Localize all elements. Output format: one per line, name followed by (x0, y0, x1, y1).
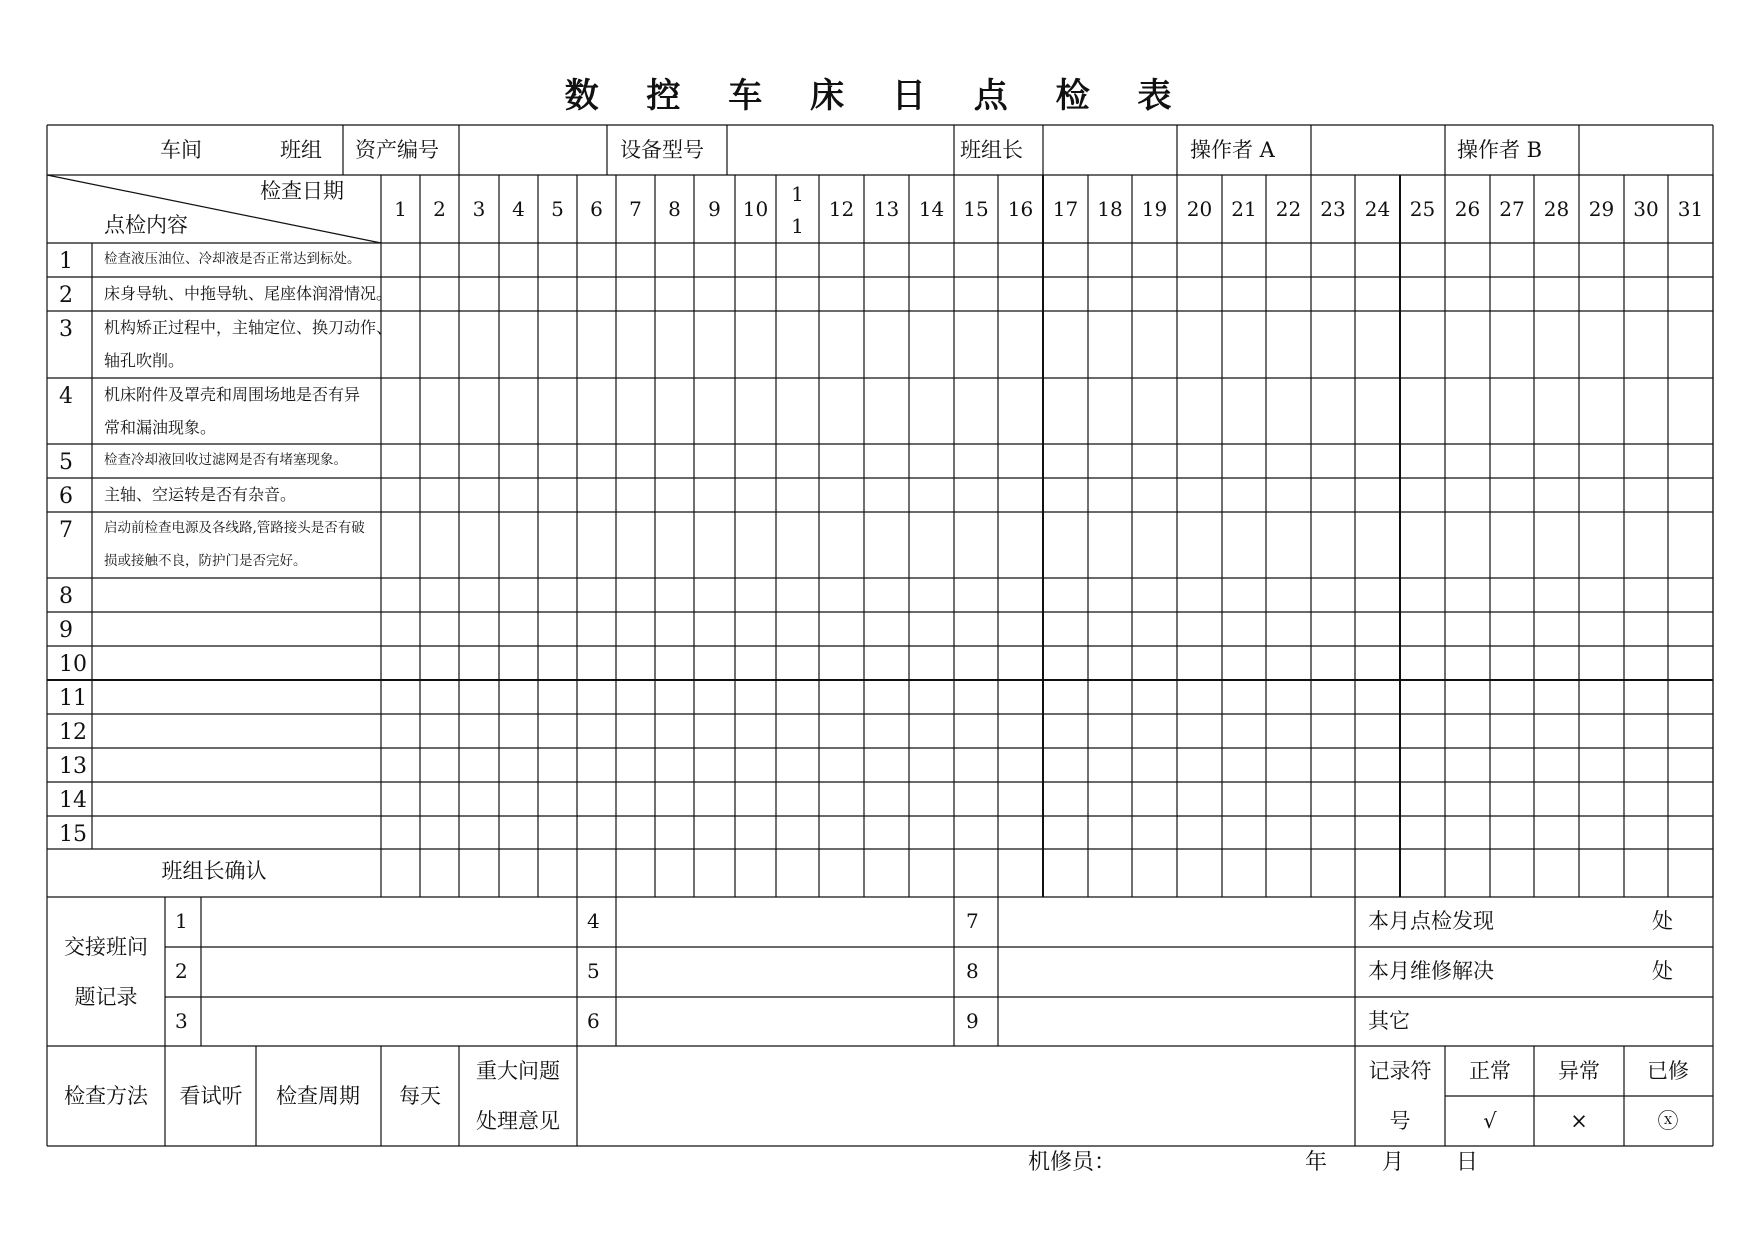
day-number: 24 (1364, 197, 1391, 221)
repaired-label: 已修 (1647, 1059, 1689, 1083)
day-number: 10 (742, 197, 769, 221)
day-number: 16 (1007, 197, 1034, 221)
day-number: 18 (1097, 197, 1123, 221)
item-number: 10 (59, 652, 87, 677)
handover-number: 9 (966, 1009, 979, 1033)
group-leader-label: 班组长 (960, 138, 1023, 162)
day-number: 13 (873, 197, 900, 221)
day-number: 28 (1543, 197, 1570, 221)
record-symbol-label-second-line: 号 (1389, 1109, 1411, 1133)
check-period-label: 检查周期 (276, 1084, 360, 1108)
day-number: 22 (1275, 197, 1302, 221)
day-number: 7 (629, 197, 642, 221)
day-number: 29 (1588, 197, 1615, 221)
item-number: 1 (59, 249, 73, 274)
day-number: 8 (668, 197, 681, 221)
item-content: 启动前检查电源及各线路,管路接头是否有破 (104, 520, 365, 536)
abnormal-symbol: × (1570, 1109, 1588, 1133)
model-label: 设备型号 (620, 138, 704, 162)
item-content: 主轴、空运转是否有杂音。 (104, 485, 297, 504)
day-number: 23 (1320, 197, 1346, 221)
day-number: 4 (512, 197, 525, 221)
handover-number: 3 (175, 1009, 188, 1033)
handover-number: 1 (175, 909, 188, 933)
handover-number: 8 (966, 959, 979, 983)
day-number: 20 (1186, 197, 1213, 221)
handover-number: 6 (587, 1009, 600, 1033)
monthly-found-label: 本月点检发现 (1368, 909, 1494, 933)
operator-b-label: 操作者 B (1457, 138, 1543, 162)
item-content: 轴孔吹削。 (104, 351, 185, 370)
day-label: 日 (1456, 1150, 1479, 1175)
item-number: 12 (59, 720, 87, 745)
day-number: 25 (1409, 197, 1436, 221)
item-number: 14 (59, 788, 87, 813)
day-number: 3 (472, 197, 486, 221)
item-content: 检查液压油位、冷却液是否正常达到标处。 (104, 251, 361, 267)
handover-number: 2 (175, 959, 188, 983)
day-number: 1 (394, 197, 407, 221)
item-number: 15 (59, 822, 87, 847)
other-label: 其它 (1368, 1009, 1410, 1033)
day-number: 15 (963, 197, 989, 221)
item-number: 8 (59, 584, 73, 609)
day-number: 19 (1141, 197, 1168, 221)
item-number: 6 (59, 484, 73, 509)
item-number: 9 (59, 618, 73, 643)
day-number: 27 (1499, 197, 1525, 221)
major-issue-label-second-line: 处理意见 (476, 1109, 560, 1133)
day-number: 1 (791, 182, 804, 206)
repaired-symbol: ⓧ (1657, 1109, 1679, 1133)
day-number: 14 (918, 197, 945, 221)
day-number: 31 (1677, 197, 1704, 221)
handover-label-second-line: 题记录 (74, 985, 138, 1009)
check-content-label: 点检内容 (104, 213, 188, 237)
day-number: 6 (590, 197, 603, 221)
operator-a-label: 操作者 A (1190, 138, 1275, 162)
item-number: 4 (59, 384, 73, 409)
day-number: 2 (433, 197, 446, 221)
normal-symbol: √ (1483, 1109, 1497, 1133)
month-label: 月 (1382, 1150, 1405, 1175)
repairer-label: 机修员： (1028, 1150, 1117, 1175)
check-date-label: 检查日期 (260, 179, 344, 203)
year-label: 年 (1305, 1150, 1328, 1175)
handover-number: 4 (587, 909, 600, 933)
monthly-repaired-label: 本月维修解决 (1368, 959, 1494, 983)
handover-number: 5 (587, 959, 600, 983)
day-number-second-line: 1 (791, 214, 804, 238)
day-number: 9 (708, 197, 721, 221)
item-number: 2 (59, 283, 73, 308)
check-method-value: 看试听 (179, 1084, 243, 1108)
day-number: 12 (828, 197, 855, 221)
day-number: 5 (551, 197, 564, 221)
abnormal-label: 异常 (1558, 1059, 1600, 1083)
item-content: 机床附件及罩壳和周围场地是否有异 (104, 385, 361, 404)
item-number: 11 (59, 686, 87, 711)
workshop-label: 车间 (160, 138, 202, 162)
monthly-repaired-unit: 处 (1652, 959, 1673, 983)
monthly-found-unit: 处 (1652, 909, 1673, 933)
major-issue-label: 重大问题 (476, 1059, 560, 1083)
item-content: 床身导轨、中拖导轨、尾座体润滑情况。 (104, 284, 393, 303)
day-number: 17 (1052, 197, 1079, 221)
check-period-value: 每天 (399, 1084, 441, 1108)
handover-label: 交接班问 (64, 935, 148, 959)
normal-label: 正常 (1469, 1059, 1511, 1083)
item-content: 检查冷却液回收过滤网是否有堵塞现象。 (104, 452, 347, 468)
day-number: 21 (1231, 197, 1257, 221)
handover-number: 7 (966, 909, 979, 933)
record-symbol-label: 记录符 (1368, 1059, 1432, 1083)
asset-no-label: 资产编号 (355, 138, 439, 162)
item-content: 机构矫正过程中，主轴定位、换刀动作、 (104, 318, 393, 337)
group-label: 班组 (280, 138, 322, 162)
item-content: 常和漏油现象。 (104, 418, 217, 437)
day-number: 26 (1454, 197, 1481, 221)
item-number: 3 (59, 317, 73, 342)
item-content: 损或接触不良，防护门是否完好。 (104, 553, 307, 569)
item-number: 7 (59, 518, 73, 543)
item-number: 13 (59, 754, 87, 779)
item-number: 5 (59, 450, 73, 475)
group-leader-confirm-label: 班组长确认 (161, 859, 267, 883)
page-title: 数 控 车 床 日 点 检 表 (564, 76, 1190, 116)
day-number: 30 (1633, 197, 1659, 221)
check-method-label: 检查方法 (64, 1084, 148, 1108)
